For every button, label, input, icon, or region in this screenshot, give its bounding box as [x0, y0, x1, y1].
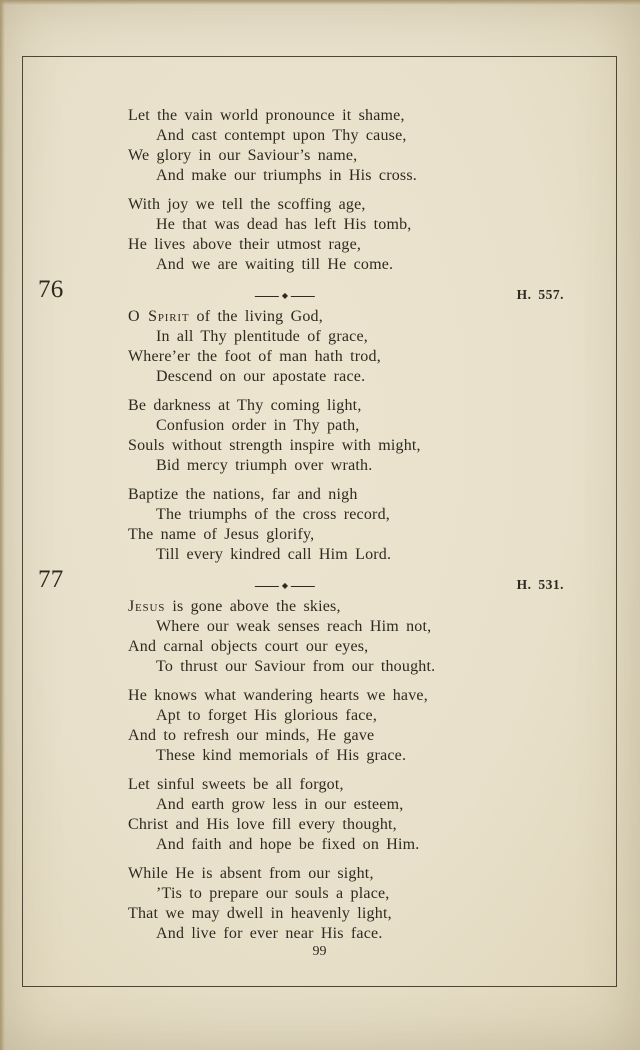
verse-rest: of the living God, — [189, 308, 323, 325]
verse-line: Where our weak senses reach Him not, — [156, 618, 432, 635]
verse-line: And earth grow less in our esteem, — [156, 796, 404, 813]
verse-line: Let the vain world pronounce it shame, — [128, 107, 405, 124]
verse-line: And cast contempt upon Thy cause, — [156, 127, 407, 144]
verse-line — [128, 597, 564, 617]
verse-line: And make our triumphs in His cross. — [156, 167, 417, 184]
divider-rule-right — [291, 586, 315, 587]
verse-line: And we are waiting till He come. — [156, 256, 394, 273]
divider-rule-left — [255, 296, 279, 297]
diamond-icon: ◆ — [281, 291, 289, 300]
verse-lead-smallcaps: Jesus — [128, 598, 166, 615]
verse-line: Souls without strength inspire with might, — [128, 437, 421, 454]
verse-line: And carnal objects court our eyes, — [128, 638, 369, 655]
divider-ornament — [255, 292, 315, 300]
divider-rule-left — [255, 586, 279, 587]
hymn-number: 77 — [38, 566, 64, 593]
verse-line: Be darkness at Thy coming light, — [128, 397, 362, 414]
verse-line: Baptize the nations, far and nigh — [128, 486, 358, 503]
hymn-header-76 — [38, 276, 564, 303]
verse-rest: is gone above the skies, — [165, 598, 341, 615]
hymn-reference: H. 531. — [516, 577, 564, 592]
hymn-number: 76 — [38, 276, 64, 303]
hymn-header-77 — [38, 566, 564, 593]
verse-line: ’Tis to prepare our souls a place, — [156, 885, 390, 902]
verse-line: That we may dwell in heavenly light, — [128, 905, 392, 922]
verse-line: And live for ever near His face. — [156, 925, 383, 942]
verse-line: Apt to forget His glorious face, — [156, 707, 378, 724]
verse-line: And faith and hope be fixed on Him. — [156, 836, 420, 853]
hymn-reference: H. 557. — [516, 287, 564, 302]
stanza — [128, 597, 564, 677]
verse-line: He that was dead has left His tomb, — [156, 216, 412, 233]
verse-line: Christ and His love fill every thought, — [128, 816, 397, 833]
stanza — [128, 106, 564, 186]
verse-line: In all Thy plentitude of grace, — [156, 328, 368, 345]
page-number: 99 — [312, 944, 327, 959]
stanza — [128, 396, 564, 476]
stanza — [128, 485, 564, 565]
scan-edge-top — [0, 0, 640, 5]
stanza — [128, 686, 564, 766]
stanza — [128, 195, 564, 275]
verse-line: And to refresh our minds, He gave — [128, 727, 375, 744]
verse-line: Let sinful sweets be all forgot, — [128, 776, 344, 793]
divider-rule-right — [291, 296, 315, 297]
verse-line: To thrust our Saviour from our thought. — [156, 658, 436, 675]
verse-line: Descend on our apostate race. — [156, 368, 366, 385]
verse-line: He knows what wandering hearts we have, — [128, 687, 428, 704]
verse-line: While He is absent from our sight, — [128, 865, 374, 882]
verse-line: Bid mercy triumph over wrath. — [156, 457, 373, 474]
verse-line: We glory in our Saviour’s name, — [128, 147, 358, 164]
verse-line: These kind memorials of His grace. — [156, 747, 407, 764]
diamond-icon: ◆ — [281, 581, 289, 590]
verse-line: Where’er the foot of man hath trod, — [128, 348, 381, 365]
divider-ornament — [255, 582, 315, 590]
stanza — [128, 864, 564, 944]
verse-line: Confusion order in Thy path, — [156, 417, 360, 434]
stanza — [128, 775, 564, 855]
verse-lead-smallcaps: O Spirit — [128, 308, 190, 325]
verse-line: He lives above their utmost rage, — [128, 236, 362, 253]
page-content — [38, 106, 564, 953]
verse-line: The triumphs of the cross record, — [156, 506, 390, 523]
verse-line — [128, 307, 564, 327]
verse-line: The name of Jesus glorify, — [128, 526, 315, 543]
scan-edge-left — [0, 0, 5, 1050]
verse-line: Till every kindred call Him Lord. — [156, 546, 392, 563]
verse-line: With joy we tell the scoffing age, — [128, 196, 366, 213]
stanza — [128, 307, 564, 387]
